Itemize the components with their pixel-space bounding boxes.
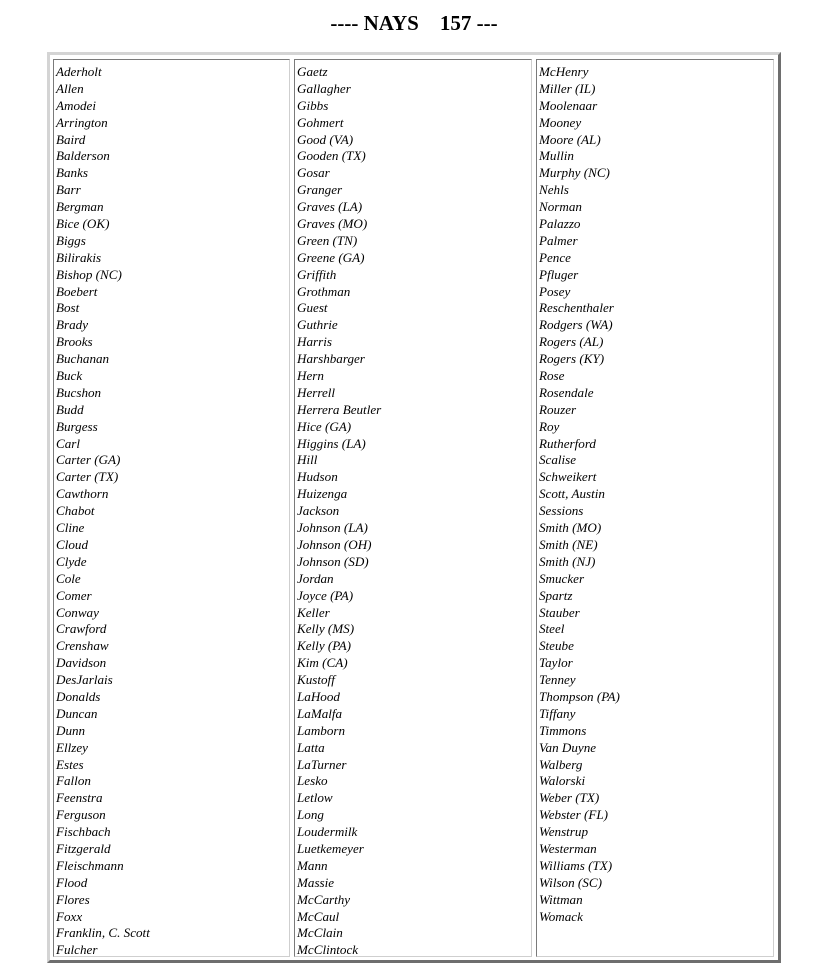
member-name: Amodei	[56, 97, 96, 113]
member-name: Kelly (PA)	[297, 638, 351, 654]
member-name: Taylor	[539, 655, 573, 671]
member-name: Hice (GA)	[297, 418, 352, 434]
member-name: Graves (LA)	[297, 199, 363, 215]
member-name: Rutherford	[539, 435, 596, 451]
member-name: Hill	[297, 452, 318, 468]
member-name: Guest	[297, 300, 328, 316]
member-name: Murphy (NC)	[539, 165, 610, 181]
member-name: Cawthorn	[56, 486, 109, 502]
member-name: Aderholt	[56, 64, 102, 79]
member-name: Wenstrup	[539, 824, 588, 840]
member-name: McCaul	[297, 908, 340, 924]
member-name: Davidson	[56, 655, 107, 671]
member-name: Bice (OK)	[56, 216, 110, 232]
member-name: Griffith	[297, 266, 337, 282]
member-name: Biggs	[56, 232, 86, 248]
member-name: Williams (TX)	[539, 857, 613, 873]
member-name: Harshbarger	[297, 351, 365, 367]
member-name: Pfluger	[539, 266, 579, 282]
member-name: Cloud	[56, 536, 89, 552]
member-name: Dunn	[56, 722, 86, 738]
member-name: Moore (AL)	[539, 131, 601, 147]
member-name: Loudermilk	[297, 824, 358, 840]
member-name: Chabot	[56, 503, 95, 519]
member-name: Johnson (OH)	[297, 536, 372, 552]
member-name: Smith (NE)	[539, 536, 598, 552]
member-name: Schweikert	[539, 469, 597, 485]
member-name: Conway	[56, 604, 99, 620]
member-name: Tiffany	[539, 705, 576, 721]
member-name: Bilirakis	[56, 249, 102, 265]
names-column-1	[53, 59, 290, 957]
member-name: Budd	[56, 401, 84, 417]
member-name: Johnson (LA)	[297, 520, 368, 536]
member-name: Arrington	[56, 114, 108, 130]
member-name: Balderson	[56, 148, 110, 164]
member-name: Donalds	[56, 688, 101, 704]
member-name: Tenney	[539, 672, 576, 688]
member-name: Kim (CA)	[297, 655, 348, 671]
member-name: Ellzey	[56, 739, 88, 755]
member-name: Ferguson	[56, 807, 106, 823]
member-name: Allen	[56, 80, 84, 96]
member-name: Grothman	[297, 283, 351, 299]
member-name: Brady	[56, 317, 88, 333]
member-name: Van Duyne	[539, 739, 597, 755]
member-name: Buchanan	[56, 351, 110, 367]
member-name: Massie	[297, 874, 335, 890]
member-name: Fallon	[56, 773, 91, 789]
member-name: Gooden (TX)	[297, 148, 366, 164]
member-name: Norman	[539, 199, 582, 215]
member-name: Banks	[56, 165, 88, 181]
member-name: Cole	[56, 570, 81, 586]
member-name: Mullin	[539, 148, 574, 164]
member-name: Steube	[539, 638, 574, 654]
member-name: Thompson (PA)	[539, 688, 620, 704]
member-name: Hudson	[297, 469, 338, 485]
member-name: Keller	[297, 604, 330, 620]
member-name: DesJarlais	[56, 672, 113, 688]
member-name: Spartz	[539, 587, 573, 603]
member-name: Palazzo	[539, 216, 581, 232]
member-name: Weber (TX)	[539, 790, 600, 806]
member-name: Crenshaw	[56, 638, 109, 654]
member-name: McHenry	[539, 64, 589, 79]
member-name: Gohmert	[297, 114, 344, 130]
member-name: Graves (MO)	[297, 216, 368, 232]
member-name: Steel	[539, 621, 565, 637]
member-name: Crawford	[56, 621, 107, 637]
member-name: Comer	[56, 587, 92, 603]
member-name: Wilson (SC)	[539, 874, 602, 890]
nays-table	[47, 52, 781, 963]
member-name: Jackson	[297, 503, 340, 519]
member-name: Higgins (LA)	[297, 435, 366, 451]
member-name: Buck	[56, 368, 83, 384]
member-name: Rodgers (WA)	[539, 317, 613, 333]
member-name: Boebert	[56, 283, 98, 299]
member-name: Posey	[539, 283, 571, 299]
member-name: Long	[297, 807, 324, 823]
member-name: Bucshon	[56, 384, 102, 400]
member-name: Kelly (MS)	[297, 621, 355, 637]
member-name: Timmons	[539, 722, 587, 738]
member-name: Harris	[297, 334, 332, 350]
member-name: Herrera Beutler	[297, 401, 382, 417]
member-name: LaHood	[297, 688, 340, 704]
member-name: Flood	[56, 874, 88, 890]
member-name: Flores	[56, 891, 90, 907]
member-name: Scott, Austin	[539, 486, 605, 502]
member-name: Mann	[297, 857, 328, 873]
member-name: Moolenaar	[539, 97, 598, 113]
member-name: Guthrie	[297, 317, 338, 333]
member-name: Smith (MO)	[539, 520, 602, 536]
member-name: Walberg	[539, 756, 583, 772]
member-name: Hern	[297, 368, 324, 384]
member-name: Pence	[539, 249, 571, 265]
member-name: Lesko	[297, 773, 328, 789]
member-name: Rogers (AL)	[539, 334, 604, 350]
member-name: Brooks	[56, 334, 93, 350]
member-name: Gibbs	[297, 97, 329, 113]
member-name: Green (TN)	[297, 232, 358, 248]
member-name: Latta	[297, 739, 325, 755]
member-name: Luetkemeyer	[297, 840, 364, 856]
member-name: Baird	[56, 131, 86, 147]
member-name: Foxx	[56, 908, 83, 924]
member-name: Palmer	[539, 232, 578, 248]
member-name: Reschenthaler	[539, 300, 614, 316]
member-name: Sessions	[539, 503, 584, 519]
member-name: Estes	[56, 756, 84, 772]
member-name: Johnson (SD)	[297, 553, 369, 569]
member-name: Fulcher	[56, 942, 98, 958]
member-name: Bishop (NC)	[56, 266, 122, 282]
member-name: Letlow	[297, 790, 333, 806]
member-name: Feenstra	[56, 790, 103, 806]
member-name: McCarthy	[297, 891, 351, 907]
member-name: Gallagher	[297, 80, 351, 96]
member-name: Rouzer	[539, 401, 577, 417]
member-name: Womack	[539, 908, 583, 924]
member-name: Gaetz	[297, 64, 328, 79]
names-column-3	[536, 59, 774, 957]
member-name: Smucker	[539, 570, 585, 586]
member-name: Huizenga	[297, 486, 348, 502]
member-name: Fleischmann	[56, 857, 124, 873]
member-name: Burgess	[56, 418, 98, 434]
member-name: Fischbach	[56, 824, 111, 840]
member-name: Barr	[56, 182, 81, 198]
member-name: Rosendale	[539, 384, 594, 400]
member-name: Westerman	[539, 840, 597, 856]
nays-heading: ---- NAYS 157 ---	[330, 11, 498, 35]
member-name: Lamborn	[297, 722, 346, 738]
member-name: Walorski	[539, 773, 586, 789]
member-name: McClain	[297, 925, 343, 941]
member-name: Rose	[539, 368, 565, 384]
member-name: Franklin, C. Scott	[56, 925, 150, 941]
member-name: Rogers (KY)	[539, 351, 605, 367]
member-name: Good (VA)	[297, 131, 354, 147]
names-column-2	[294, 59, 532, 957]
member-name: Jordan	[297, 570, 334, 586]
member-name: Scalise	[539, 452, 577, 468]
member-name: Fitzgerald	[56, 840, 111, 856]
member-name: McClintock	[297, 942, 359, 958]
member-name: Bergman	[56, 199, 104, 215]
member-name: Wittman	[539, 891, 583, 907]
member-name: Greene (GA)	[297, 249, 365, 265]
member-name: Duncan	[56, 705, 98, 721]
member-name: Herrell	[297, 384, 336, 400]
member-name: Kustoff	[297, 672, 335, 688]
member-name: Clyde	[56, 553, 87, 569]
member-name: Webster (FL)	[539, 807, 608, 823]
member-name: Joyce (PA)	[297, 587, 354, 603]
member-name: Mooney	[539, 114, 582, 130]
member-name: Cline	[56, 520, 85, 536]
member-name: Gosar	[297, 165, 330, 181]
member-name: LaMalfa	[297, 705, 343, 721]
member-name: Nehls	[539, 182, 569, 198]
member-name: Granger	[297, 182, 343, 198]
member-name: Bost	[56, 300, 80, 316]
member-name: Roy	[539, 418, 560, 434]
member-name: Carter (GA)	[56, 452, 121, 468]
member-name: Carl	[56, 435, 81, 451]
member-name: Smith (NJ)	[539, 553, 596, 569]
member-name: Stauber	[539, 604, 580, 620]
member-name: Carter (TX)	[56, 469, 119, 485]
member-name: Miller (IL)	[539, 80, 596, 96]
member-name: LaTurner	[297, 756, 347, 772]
